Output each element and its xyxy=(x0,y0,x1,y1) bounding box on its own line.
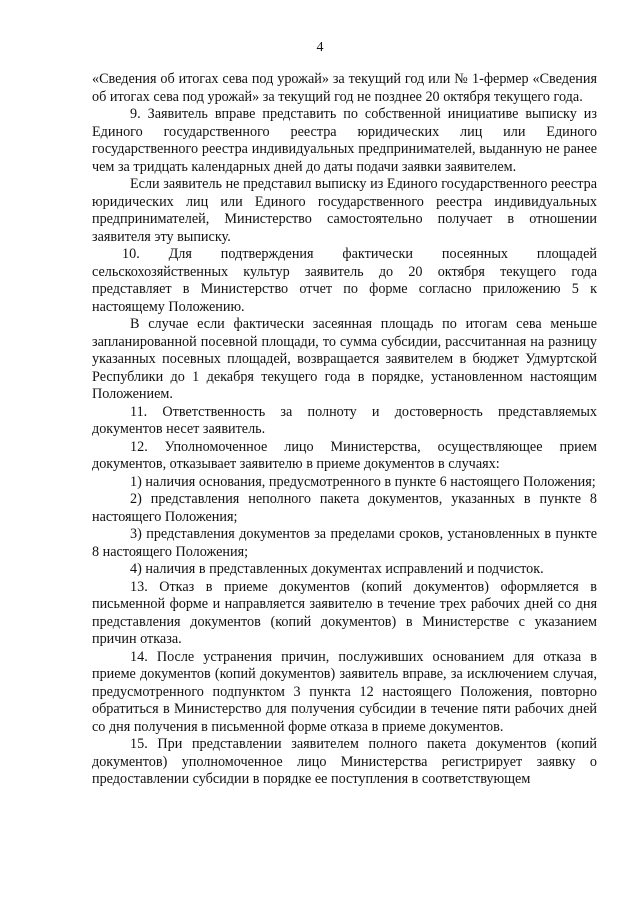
page-number: 4 xyxy=(316,40,324,55)
list-item-3: 3) представления документов за пределами сроков, установленных в пункте 8 настоящего Положения; xyxy=(92,526,597,560)
document-body xyxy=(92,71,597,789)
paragraph-12: 12. Уполномоченное лицо Министерства, осуществляющее прием документов, отказывает заявителю в приеме документов в случаях: xyxy=(92,438,597,472)
paragraph-9-continued: Если заявитель не представил выписку из Единого государственного реестра юридических лиц или Единого государственного реестра индивидуальных предпринимателей, Министерство самостоятельно получает в отношении заявителя эту выписку. xyxy=(92,176,597,245)
paragraph-9: 9. Заявитель вправе представить по собственной инициативе выписку из Единого государственного реестра юридических лиц или Единого государственного реестра индивидуальных предпринимателей, выданную не ранее чем за тридцать календарных дней до даты подачи заявки заявителем. xyxy=(92,106,597,175)
list-item-1: 1) наличия основания, предусмотренного в пункте 6 настоящего Положения; xyxy=(130,473,596,490)
list-item-4: 4) наличия в представленных документах исправлений и подчисток. xyxy=(130,561,544,577)
paragraph-10: 10. Для подтверждения фактически посеянных площадей сельскохозяйственных культур заявитель до 20 октября текущего года представляет в Министерство отчет по форме согласно приложению 5 к настоящему Положению. xyxy=(92,246,597,315)
list-item-2: 2) представления неполного пакета документов, указанных в пункте 8 настоящего Положения; xyxy=(92,491,597,525)
paragraph-13: 13. Отказ в приеме документов (копий документов) оформляется в письменной форме и направляется заявителю в течение трех рабочих дней со дня представления документов (копий документов) в Министерстве с указанием причин отказа. xyxy=(92,578,597,647)
paragraph-10-continued: В случае если фактически засеянная площадь по итогам сева меньше запланированной посевной площади, то сумма субсидии, рассчитанная на разницу указанных посевных площадей, возвращается заявителем в бюджет Удмуртской Республики до 1 декабря текущего года в порядке, установленном настоящим Положением. xyxy=(92,316,597,402)
paragraph-continuation: «Сведения об итогах сева под урожай» за текущий год или № 1-фермер «Сведения об итогах сева под урожай» за текущий год не позднее 20 октября текущего года. xyxy=(92,71,597,105)
paragraph-14: 14. После устранения причин, послуживших основанием для отказа в приеме документов (копий документов) заявитель вправе, за исключением случая, предусмотренного подпунктом 3 пункта 12 настоящего Положения, повторно обратиться в Министерство для получения субсидии в течение пяти рабочих дней со дня получения в письменной форме отказа в приеме документов. xyxy=(92,648,597,735)
paragraph-15: 15. При представлении заявителем полного пакета документов (копий документов) уполномоченное лицо Министерства регистрирует заявку о предоставлении субсидии в порядке ее поступления в соответствующем xyxy=(92,736,597,787)
paragraph-11: 11. Ответственность за полноту и достоверность представляемых документов несет заявитель. xyxy=(92,403,597,437)
